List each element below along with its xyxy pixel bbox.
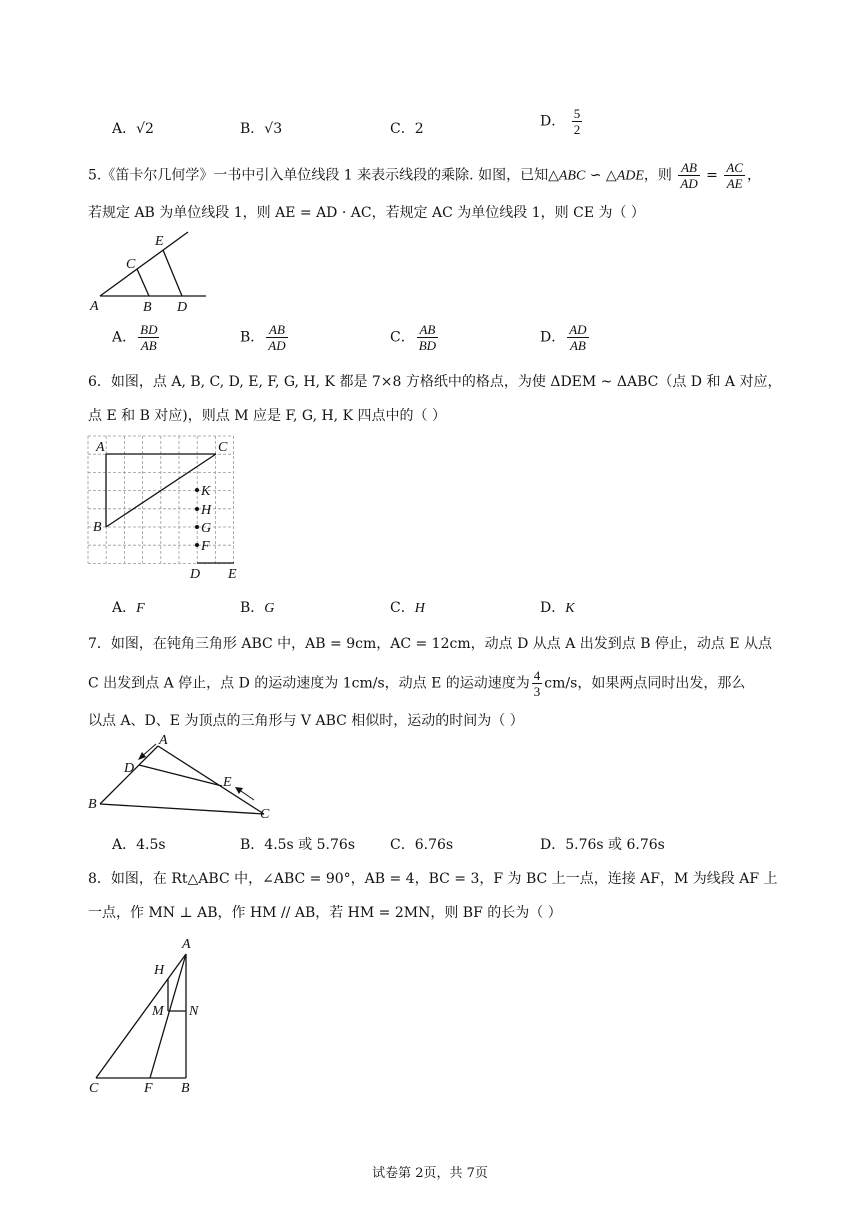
q8-label-h: H [154,963,165,978]
q5-label-b: B [143,300,152,315]
q8-label-f: F [144,1081,153,1096]
q5-line2: 若规定 AB 为单位线段 1，则 AE = AD · AC，若规定 AC 为单位线段 1，则 CE 为（ ） [88,205,645,221]
q6-label-h: H [201,503,212,518]
q7-label-c: C [260,807,270,822]
q6-figure [86,434,246,584]
q6-option-d: D．K [540,600,575,616]
page-footer: 试卷第 2页，共 7页 [372,1166,488,1181]
q4-option-d-fraction: $\frac{5}{2}$ [573,106,581,137]
q6-label-c: C [218,440,228,455]
q6-option-a: A．F [112,600,145,616]
q7-label-a: A [159,733,168,748]
q6-label-a: A [96,440,105,455]
q5-label-d: D [177,300,188,315]
q8-label-c: C [89,1081,99,1096]
q5-fraction-ac-ae: $\frac{AC}{AE}$ [726,160,743,191]
q5-option-d: D． $\frac{AD}{AB}$ [540,322,587,353]
q6-label-d: D [190,567,201,582]
q8-label-m: M [152,1004,164,1019]
q5-label-e: E [155,234,164,249]
q7-figure [86,734,286,824]
q5-option-b: B． $\frac{AB}{AD}$ [240,322,286,353]
q5-label-a: A [90,299,99,314]
q5-line1: 5.《笛卡尔几何学》一书中引入单位线段 1 来表示线段的乘除. 如图，已知△ABC ∽ △ADE，则 $\frac{AB}{AD}$ = $\frac{AC}{AE}$ ， [88,160,761,191]
q7-line3: 以点 A、D、E 为顶点的三角形与 V ABC 相似时，运动的时间为（ ） [88,713,524,729]
q7-option-b: B．4.5s 或 5.76s [240,837,356,853]
q5-figure [88,228,218,318]
q6-option-c: C．H [390,600,425,616]
q8-line1: 8．如图，在 Rt△ABC 中，∠ABC = 90°，AB = 4，BC = 3，F 为 BC 上一点，连接 AF，M 为线段 AF 上 [88,871,778,887]
q4-option-d: D． $\frac{5}{2}$ [540,106,581,137]
q6-label-k: K [201,484,211,499]
q5-option-c: C． $\frac{AB}{BD}$ [390,322,437,353]
q8-label-a: A [182,937,191,952]
q4-option-a: A．√2 [112,121,154,137]
q7-speed-fraction: $\frac{4}{3}$ [533,668,541,699]
q4-option-c: C．2 [390,121,424,137]
q7-label-e: E [223,775,232,790]
q6-label-b: B [93,520,102,535]
q6-option-b: B．G [240,600,275,616]
q7-option-a: A．4.5s [112,837,166,853]
q6-line1: 6．如图，点 A, B, C, D, E, F, G, H, K 都是 7×8 方格纸中的格点，为使 ΔDEM ~ ΔABC（点 D 和 A 对应， [88,374,782,390]
q7-option-c: C．6.76s [390,837,454,853]
q7-option-d: D．5.76s 或 6.76s [540,837,665,853]
q6-label-e: E [228,567,237,582]
q6-label-f: F [201,539,210,554]
q5-label-c: C [126,257,136,272]
q4-option-b: B．√3 [240,121,283,137]
q7-label-d: D [124,761,135,776]
q6-label-g: G [201,521,212,536]
q8-line2: 一点，作 MN ⊥ AB，作 HM // AB，若 HM = 2MN，则 BF 的长为（ ） [88,905,562,921]
q5-fraction-ab-ad: $\frac{AB}{AD}$ [680,160,698,191]
q6-line2: 点 E 和 B 对应)，则点 M 应是 F, G, H, K 四点中的（ ） [88,408,446,424]
q8-figure [86,934,216,1099]
q8-label-n: N [189,1004,199,1019]
q5-option-a: A． $\frac{BD}{AB}$ [112,322,158,353]
q7-line1: 7．如图，在钝角三角形 ABC 中，AB = 9cm，AC = 12cm，动点 D 从点 A 出发到点 B 停止，动点 E 从点 [88,636,773,652]
q8-label-b: B [181,1081,190,1096]
q7-label-b: B [88,797,97,812]
q7-line2: C 出发到点 A 停止，点 D 的运动速度为 1cm/s，动点 E 的运动速度为 $\frac{4}{3}$ cm/s，如果两点同时出发，那么 [88,668,746,699]
